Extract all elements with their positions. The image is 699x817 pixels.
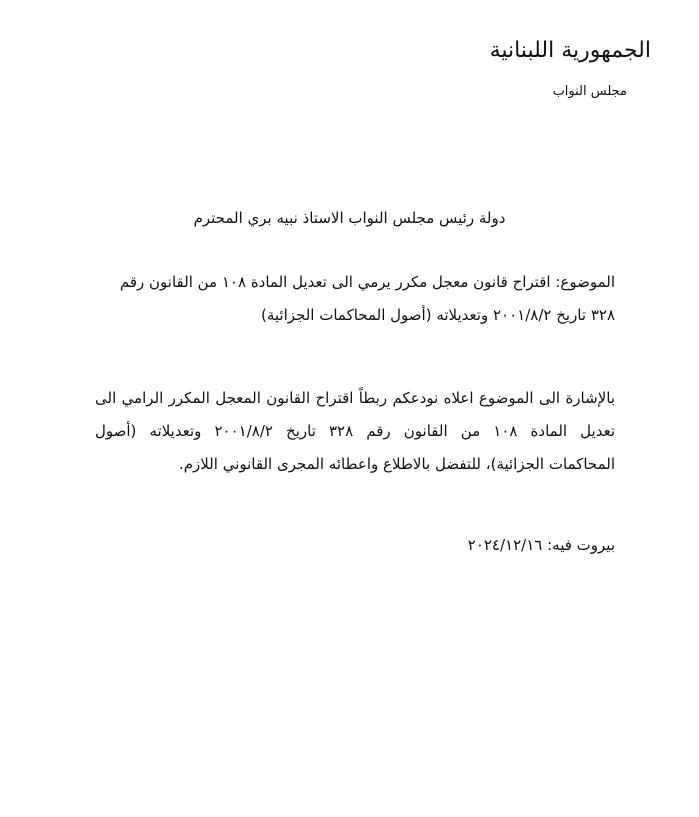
subject-line-2: ٣٢٨ تاريخ ٢٠٠١/٨/٢ وتعديلاته (أصول المحاكمات الجزائية): [261, 306, 615, 324]
body-line-2: تعديل المادة ١٠٨ من القانون رقم ٣٢٨ تاريخ ٢٠٠١/٨/٢ وتعديلاته (أصول: [95, 422, 615, 440]
body-line-1: بالإشارة الى الموضوع اعلاه نودعكم ربطاً اقتراح القانون المعجل المكرر الرامي الى: [95, 389, 615, 407]
letter-body: [95, 382, 615, 481]
letter-date: بيروت فيه: ٢٠٢٤/١٢/١٦: [467, 536, 615, 554]
subject-line-1: الموضوع: اقتراح قانون معجل مكرر يرمي الى تعديل المادة ١٠٨ من القانون رقم: [119, 273, 615, 291]
body-line-3: المحاكمات الجزائية)، للتفضل بالاطلاع واعطائه المجرى القانوني اللازم.: [178, 455, 615, 473]
institution-subheading: مجلس النواب: [552, 84, 627, 99]
country-heading: الجمهورية اللبنانية: [489, 38, 651, 63]
letter-subject: [95, 266, 615, 332]
letter-addressee: دولة رئيس مجلس النواب الاستاذ نبيه بري المحترم: [193, 209, 506, 227]
